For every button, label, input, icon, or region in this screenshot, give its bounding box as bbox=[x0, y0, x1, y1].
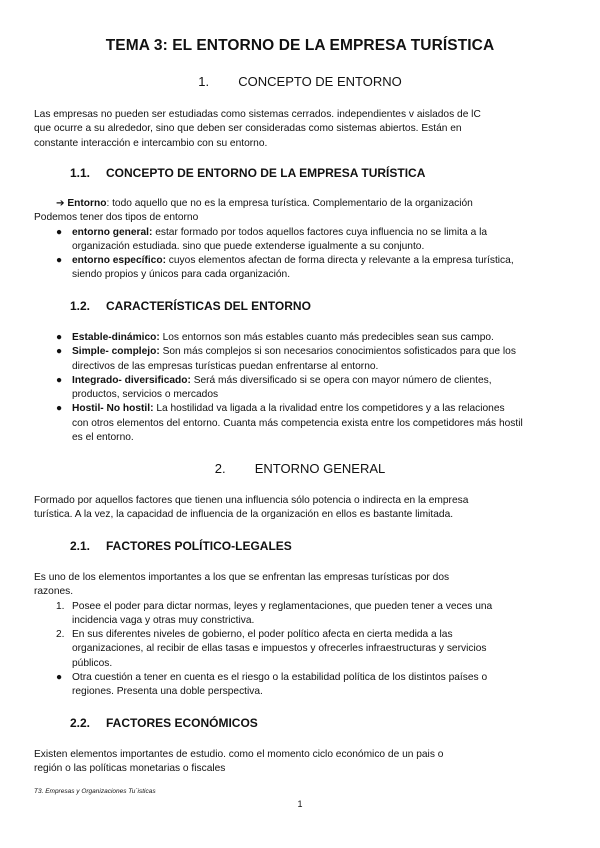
section-2-1-heading bbox=[70, 539, 292, 553]
definition: La hostilidad va ligada a la rivalidad entre los competidores y a las relaciones bbox=[153, 403, 505, 415]
text-line: Existen elementos importantes de estudio. como el momento ciclo económico de un pais o bbox=[34, 749, 444, 760]
section-title: FACTORES ECONÓMICOS bbox=[106, 716, 258, 730]
definition: cuyos elementos afectan de forma directa y relevante a la empresa turística, bbox=[165, 255, 514, 267]
section-title: ENTORNO GENERAL bbox=[254, 461, 386, 476]
list-item bbox=[34, 671, 574, 700]
list-item bbox=[34, 628, 574, 671]
definition: : todo aquello que no es la empresa turística. Complementario de la organización bbox=[106, 198, 473, 209]
bullet-icon: ● bbox=[56, 255, 63, 267]
section-title: CONCEPTO DE ENTORNO bbox=[238, 74, 402, 89]
characteristics-list bbox=[34, 331, 574, 445]
section-1-heading bbox=[0, 74, 600, 89]
list-item bbox=[34, 600, 574, 629]
list-item bbox=[34, 254, 574, 283]
bullet-icon: ● bbox=[56, 672, 63, 684]
term: Hostil- No hostil: bbox=[72, 403, 154, 415]
section-number: 1. bbox=[198, 74, 210, 89]
section-number: 2.1. bbox=[70, 539, 91, 553]
item-text: organizaciones, al recibir de ellas tasas e impuestos y ofrecerles infraestructuras y servicios bbox=[72, 643, 487, 655]
definition-cont: productos, servicios o mercados bbox=[72, 389, 219, 401]
item-text: regiones. Presenta una doble perspectiva. bbox=[72, 686, 263, 698]
section-number: 1.1. bbox=[70, 166, 91, 180]
page-number: 1 bbox=[297, 799, 303, 809]
list-marker: 1. bbox=[56, 600, 65, 612]
section-title: CONCEPTO DE ENTORNO DE LA EMPRESA TURÍSTICA bbox=[106, 166, 426, 180]
section-title: FACTORES POLÍTICO-LEGALES bbox=[106, 539, 292, 553]
bullet-icon: ● bbox=[56, 346, 63, 358]
list-item bbox=[34, 345, 574, 374]
section-1-2-heading bbox=[70, 299, 311, 313]
term: Integrado- diversificado: bbox=[72, 374, 191, 386]
item-text: públicos. bbox=[72, 657, 113, 669]
section-title: CARACTERÍSTICAS DEL ENTORNO bbox=[106, 299, 311, 313]
definition-cont: con otros elementos del entorno. Cuanta más competencia exista entre los competidores más hostil bbox=[72, 417, 523, 429]
section-number: 1.2. bbox=[70, 299, 91, 313]
politico-legales-block bbox=[34, 571, 574, 700]
item-text: Posee el poder para dictar normas, leyes y reglamentaciones, que pueden tener a veces una bbox=[72, 600, 493, 612]
paragraph-economicos bbox=[34, 748, 574, 777]
list-item bbox=[34, 402, 574, 445]
text-line: Podemos tener dos tipos de entorno bbox=[34, 212, 199, 224]
text-line: región o las políticas monetarias o fiscales bbox=[34, 763, 226, 775]
section-number: 2.2. bbox=[70, 716, 91, 730]
text-line: turística. A la vez, la capacidad de influencia de la organización en ellos es bastante limitada. bbox=[34, 509, 454, 521]
bullet-icon: ● bbox=[56, 226, 63, 238]
term: entorno general: bbox=[72, 226, 153, 238]
term: Estable-dinámico: bbox=[72, 332, 160, 343]
document-title: TEMA 3: EL ENTORNO DE LA EMPRESA TURÍSTICA bbox=[105, 37, 495, 54]
bullet-icon: ● bbox=[56, 374, 63, 386]
definition: Los entornos son más estables cuanto más predecibles sean sus campo. bbox=[159, 332, 494, 343]
list-item bbox=[34, 374, 574, 403]
arrow-icon: ➔ bbox=[56, 198, 65, 209]
item-text: incidencia vaga y otras muy constrictiva. bbox=[72, 614, 255, 626]
text-line: Es uno de los elementos importantes a los que se enfrentan las empresas turísticas por dos bbox=[34, 572, 450, 583]
section-number: 2. bbox=[214, 461, 226, 476]
definition: Será más diversificado si se opera con mayor número de clientes, bbox=[190, 374, 492, 386]
term: Entorno bbox=[67, 198, 107, 209]
definition: Son más complejos si son necesarios conocimientos sofisticados para que los bbox=[159, 346, 516, 358]
definition-cont: directivos de las empresas turísticas puedan enfrentarse al entorno. bbox=[72, 360, 379, 372]
section-2-heading bbox=[0, 461, 600, 476]
term: Simple- complejo: bbox=[72, 346, 160, 358]
section-1-1-heading bbox=[70, 166, 425, 180]
list-item bbox=[34, 226, 574, 255]
definition-cont: es el entorno. bbox=[72, 432, 134, 444]
text-line: razones. bbox=[34, 586, 74, 598]
paragraph-intro bbox=[34, 108, 574, 151]
text-line: Las empresas no pueden ser estudiadas como sistemas cerrados. independientes v aislados de lC bbox=[34, 109, 481, 120]
entorno-definition bbox=[34, 197, 574, 283]
paragraph-entorno-general bbox=[34, 494, 574, 523]
item-text: En sus diferentes niveles de gobierno, el poder político afecta en cierta medida a las bbox=[72, 629, 453, 641]
definition-cont: organización estudiada. sino que puede extenderse igualmente a su conjunto. bbox=[72, 240, 425, 252]
definition: estar formado por todos aquellos factores cuya influencia no se limita a la bbox=[152, 226, 488, 238]
arrow-item bbox=[34, 197, 574, 211]
text-line: Formado por aquellos factores que tienen una influencia sólo potencia o indirecta en la empresa bbox=[34, 495, 469, 506]
bullet-icon: ● bbox=[56, 403, 63, 415]
text-line: que ocurre a su alrededor, sino que deben ser consideradas como sistemas abiertos. Están en bbox=[34, 123, 462, 135]
list-item bbox=[34, 331, 574, 345]
section-2-2-heading bbox=[70, 716, 258, 730]
definition-cont: siendo propios y únicos para cada organización. bbox=[72, 269, 291, 281]
bullet-icon: ● bbox=[56, 332, 63, 343]
term: entorno específico: bbox=[72, 255, 166, 267]
text-line: constante interacción e intercambio con su entorno. bbox=[34, 137, 268, 149]
page-footer: T3. Empresas y Organizaciones Tu´isticas bbox=[34, 788, 156, 795]
item-text: Otra cuestión a tener en cuenta es el riesgo o la estabilidad política de los distintos países o bbox=[72, 672, 488, 684]
list-marker: 2. bbox=[56, 629, 65, 641]
